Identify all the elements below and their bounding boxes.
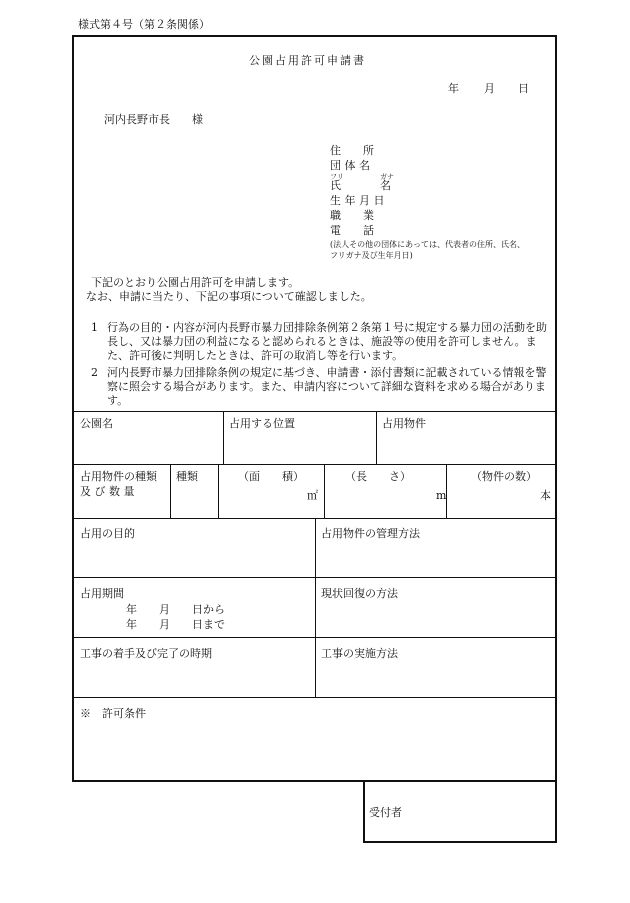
furigana-na: ガナ <box>380 173 394 181</box>
period-label: 占用期間 <box>80 587 124 600</box>
intro-line2: なお、申請に当たり、下記の事項について確認しました。 <box>86 290 372 303</box>
form-title: 公園占用許可申請書 <box>249 54 366 67</box>
addressee: 河内長野市長 様 <box>104 113 203 126</box>
construction-method-label: 工事の実施方法 <box>321 647 398 660</box>
applicant-occupation-label: 職 業 <box>330 209 374 222</box>
intro-line1: 下記のとおり公園占用許可を申請します。 <box>91 276 300 289</box>
type-qty-label-line1: 占用物件の種類 <box>80 470 157 483</box>
management-label: 占用物件の管理方法 <box>321 527 420 540</box>
divider <box>315 518 316 697</box>
applicant-name-sei: 氏 <box>330 179 341 192</box>
table-rule <box>73 697 556 698</box>
item-number: 1 <box>91 321 98 334</box>
table-top-rule <box>73 411 556 412</box>
receipt-label: 受付者 <box>369 806 402 819</box>
divider <box>376 411 377 464</box>
table-rule <box>73 577 556 578</box>
count-label: （物件の数） <box>471 470 537 483</box>
area-unit: ㎡ <box>307 489 318 502</box>
length-unit: m <box>436 489 447 502</box>
applicant-name-mei: 名 <box>380 179 391 192</box>
divider <box>324 464 325 518</box>
date-year: 年 <box>448 82 459 95</box>
count-unit: 本 <box>540 489 551 502</box>
furigana-sei: フリ <box>330 173 344 181</box>
applicant-note-line1: (法人その他の団体にあっては、代表者の住所、氏名、 <box>330 240 526 249</box>
park-name-label: 公園名 <box>80 417 113 430</box>
receipt-box-bottom <box>363 841 557 843</box>
period-to: 年 月 日まで <box>126 618 225 631</box>
applicant-organization-label: 団 体 名 <box>330 159 370 172</box>
divider <box>218 464 219 518</box>
receipt-box-left <box>363 780 365 843</box>
receipt-box-right <box>555 780 557 843</box>
applicant-phone-label: 電 話 <box>330 224 374 237</box>
area-label: （面 積） <box>238 470 304 483</box>
table-rule <box>73 637 556 638</box>
position-label: 占用する位置 <box>229 417 295 430</box>
period-from: 年 月 日から <box>126 603 225 616</box>
object-label: 占用物件 <box>382 417 426 430</box>
item-text: 河内長野市暴力団排除条例の規定に基づき、申請書・添付書類に記載されている情報を警察に照会する場合があります。また、申請内容について詳細な資料を求める場合があります。 <box>107 366 547 407</box>
item-text: 行為の目的・内容が河内長野市暴力団排除条例第２条第１号に規定する暴力団の活動を助長し、又は暴力団の利益になると認められるときは、施設等の使用を許可しません。また、許可後に判明したときは、許可の取消し等を行います。 <box>107 321 547 362</box>
applicant-birthdate-label: 生 年 月 日 <box>330 194 385 207</box>
kind-label: 種類 <box>176 470 198 483</box>
divider <box>170 464 171 518</box>
date-day: 日 <box>518 82 529 95</box>
date-month: 月 <box>484 82 495 95</box>
table-rule <box>73 464 556 465</box>
type-qty-label-line2: 及 び 数 量 <box>80 485 135 498</box>
purpose-label: 占用の目的 <box>80 527 135 540</box>
divider <box>446 464 447 518</box>
conditions-label: ※ 許可条件 <box>80 707 146 720</box>
restoration-label: 現状回復の方法 <box>321 587 398 600</box>
applicant-note-line2: フリガナ及び生年月日) <box>330 251 413 260</box>
length-label: （長 さ） <box>345 470 411 483</box>
item-number: 2 <box>91 366 98 379</box>
form-number: 様式第４号（第２条関係） <box>78 18 210 31</box>
applicant-address-label: 住 所 <box>330 144 374 157</box>
divider <box>223 411 224 464</box>
construction-time-label: 工事の着手及び完了の時期 <box>80 647 212 660</box>
